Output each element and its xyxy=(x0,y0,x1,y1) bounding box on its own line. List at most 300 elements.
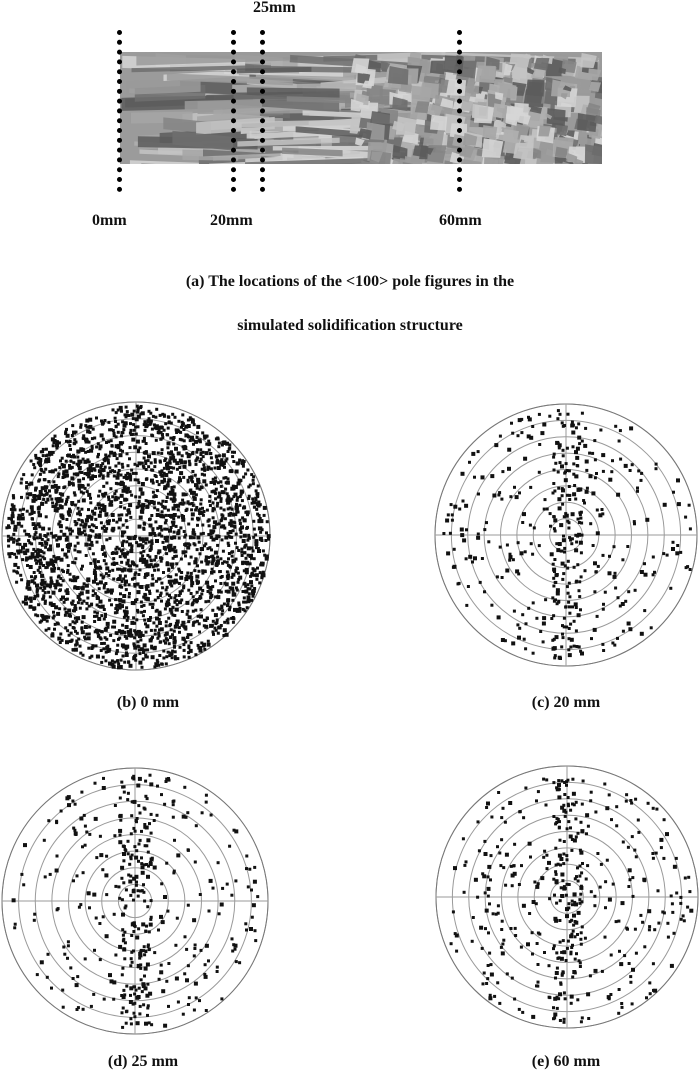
pole-point xyxy=(521,521,524,524)
pole-point xyxy=(479,581,482,584)
pole-point xyxy=(552,1006,555,1009)
pole-point xyxy=(497,791,500,794)
pole-point xyxy=(65,640,69,644)
pole-point xyxy=(169,456,172,459)
pole-point xyxy=(249,927,253,931)
pole-point xyxy=(131,544,134,547)
pole-point xyxy=(115,435,118,438)
pole-point xyxy=(548,996,551,999)
pole-point xyxy=(552,492,555,495)
pole-point xyxy=(133,845,136,848)
pole-point xyxy=(122,948,126,952)
pole-point xyxy=(33,556,36,559)
pole-point xyxy=(601,970,604,973)
pole-point xyxy=(128,592,131,595)
pole-point xyxy=(632,895,635,898)
pole-point xyxy=(258,581,261,584)
pole-point xyxy=(471,561,474,564)
pole-point xyxy=(548,415,551,418)
pole-point xyxy=(589,522,592,525)
pole-point xyxy=(177,1001,180,1004)
pole-point xyxy=(627,885,630,888)
pole-point xyxy=(481,947,484,950)
pole-point xyxy=(133,563,136,566)
pole-point xyxy=(263,554,266,557)
pole-point xyxy=(157,549,161,553)
pole-point xyxy=(137,640,140,643)
pole-point xyxy=(92,893,96,897)
pole-point xyxy=(40,960,44,964)
pole-point xyxy=(129,1000,133,1004)
pole-point xyxy=(231,455,234,458)
pole-point xyxy=(566,447,569,450)
pole-point xyxy=(122,845,125,848)
pole-point xyxy=(123,552,126,555)
pole-point xyxy=(513,998,516,1001)
pole-point xyxy=(517,636,521,640)
pole-point xyxy=(29,565,33,569)
pole-point xyxy=(190,508,193,511)
pole-point xyxy=(462,538,466,542)
pole-point xyxy=(561,488,565,492)
pole-point xyxy=(119,555,122,558)
pole-point xyxy=(170,596,173,599)
pole-point xyxy=(147,1004,150,1007)
pole-point xyxy=(121,624,124,627)
pole-point xyxy=(660,846,663,849)
pole-point xyxy=(130,429,133,432)
pole-point xyxy=(59,497,62,500)
pole-point xyxy=(117,462,120,465)
pole-point xyxy=(258,514,261,517)
pole-point xyxy=(217,481,220,484)
pole-point xyxy=(152,482,155,485)
pole-point xyxy=(142,891,145,894)
pole-point xyxy=(72,454,75,457)
pole-point xyxy=(572,445,575,448)
pole-point xyxy=(170,563,174,567)
pole-point xyxy=(33,571,36,574)
pole-point xyxy=(652,807,655,810)
pole-point xyxy=(451,513,454,516)
pole-point xyxy=(189,575,192,578)
pole-point xyxy=(20,482,23,485)
pole-point xyxy=(52,611,55,614)
pole-point xyxy=(575,426,578,429)
pole-point xyxy=(577,422,580,425)
pole-point xyxy=(235,558,238,561)
pole-point xyxy=(201,524,204,527)
pole-point xyxy=(114,885,117,888)
pole-point xyxy=(611,459,614,462)
pole-point xyxy=(556,967,559,970)
pole-point xyxy=(537,963,540,966)
pole-point xyxy=(673,865,677,869)
pole-point xyxy=(673,932,676,935)
pole-point xyxy=(88,891,91,894)
pole-point xyxy=(29,605,33,609)
pole-point xyxy=(129,664,133,668)
pole-point xyxy=(250,557,253,560)
pole-point xyxy=(524,787,527,790)
pole-point xyxy=(545,778,548,781)
pole-point xyxy=(107,475,110,478)
pole-point xyxy=(71,466,74,469)
pole-point xyxy=(246,469,249,472)
pole-point xyxy=(221,613,224,616)
pole-point xyxy=(73,577,76,580)
pole-point xyxy=(130,957,133,960)
pole-point xyxy=(573,645,576,648)
pole-point xyxy=(199,448,202,451)
pole-point xyxy=(564,997,567,1000)
pole-point xyxy=(156,508,159,511)
pole-point xyxy=(494,443,498,447)
pole-point xyxy=(62,464,66,468)
pole-point xyxy=(137,573,140,576)
pole-point xyxy=(567,940,570,943)
pole-point xyxy=(190,641,193,644)
pole-point xyxy=(127,616,130,619)
pole-point xyxy=(687,876,690,879)
pole-point xyxy=(33,919,36,922)
pole-point xyxy=(235,511,238,514)
pole-point xyxy=(665,832,669,836)
pole-point xyxy=(10,552,13,555)
pole-point xyxy=(143,440,146,443)
pole-point xyxy=(72,648,75,651)
pole-point xyxy=(145,624,149,628)
pole-point xyxy=(250,599,253,602)
pole-point xyxy=(42,498,45,501)
pole-point xyxy=(77,528,81,532)
pole-point xyxy=(51,485,55,489)
pole-point xyxy=(252,479,255,482)
pole-point xyxy=(238,459,241,462)
pole-point xyxy=(81,630,85,634)
pole-point xyxy=(127,464,130,467)
pole-point xyxy=(227,477,230,480)
pole-point xyxy=(202,455,205,458)
pole-point xyxy=(571,431,575,435)
marker-line-20mm xyxy=(231,30,236,192)
pole-point xyxy=(59,588,62,591)
pole-point xyxy=(563,1018,566,1021)
pole-point xyxy=(133,636,136,639)
pole-point xyxy=(572,930,575,933)
pole-point xyxy=(563,547,566,550)
pole-point xyxy=(254,939,257,942)
pole-point xyxy=(212,620,215,623)
pole-point xyxy=(70,460,73,463)
pole-point xyxy=(53,567,56,570)
pole-point xyxy=(111,626,114,629)
pole-point xyxy=(156,609,159,612)
pole-point xyxy=(130,951,133,954)
pole-point xyxy=(561,578,564,581)
pole-point xyxy=(20,873,23,876)
pole-point xyxy=(199,596,202,599)
pole-point xyxy=(78,487,81,490)
pole-point xyxy=(168,529,172,533)
pole-point xyxy=(159,970,163,974)
pole-point xyxy=(195,579,198,582)
pole-point xyxy=(94,507,97,510)
pole-point xyxy=(187,633,190,636)
pole-point xyxy=(527,434,531,438)
pole-point xyxy=(201,589,204,592)
pole-point xyxy=(149,782,153,786)
pole-point xyxy=(561,503,564,506)
pole-point xyxy=(63,601,66,604)
pole-point xyxy=(11,512,14,515)
pole-point xyxy=(590,791,593,794)
pole-point xyxy=(120,434,123,437)
pole-point xyxy=(564,564,567,567)
pole-point xyxy=(206,509,209,512)
pole-point xyxy=(115,652,118,655)
pole-point xyxy=(200,498,203,501)
pole-point xyxy=(147,454,151,458)
pole-point xyxy=(555,902,558,905)
pole-point xyxy=(568,653,572,657)
pole-point xyxy=(148,590,151,593)
pole-point xyxy=(122,428,125,431)
pole-point xyxy=(136,784,140,788)
pole-point xyxy=(94,562,97,565)
pole-point xyxy=(141,544,144,547)
pole-point xyxy=(523,638,526,641)
pole-point xyxy=(524,550,527,553)
pole-point xyxy=(130,469,133,472)
pole-point xyxy=(93,949,96,952)
pole-point xyxy=(78,480,81,483)
pole-point xyxy=(187,523,190,526)
pole-point xyxy=(105,934,109,938)
pole-point xyxy=(179,526,182,529)
pole-point xyxy=(496,845,499,848)
pole-point xyxy=(144,844,147,847)
pole-point xyxy=(182,643,185,646)
pole-point xyxy=(227,497,230,500)
pole-point xyxy=(128,457,131,460)
pole-point xyxy=(629,426,633,430)
pole-point xyxy=(151,606,154,609)
pole-point xyxy=(166,536,169,539)
pole-point xyxy=(196,591,199,594)
pole-point xyxy=(153,569,156,572)
pole-point xyxy=(158,654,161,657)
pole-point xyxy=(54,623,57,626)
pole-point xyxy=(593,895,596,898)
marker-line-25mm xyxy=(260,30,265,192)
pole-point xyxy=(71,800,74,803)
pole-point xyxy=(104,591,107,594)
pole-point xyxy=(177,508,180,511)
pole-point xyxy=(149,532,153,536)
pole-point xyxy=(220,997,223,1000)
pole-point xyxy=(243,583,246,586)
pole-point xyxy=(102,485,105,488)
pole-point xyxy=(116,457,119,460)
pole-point xyxy=(129,516,132,519)
pole-point xyxy=(602,649,605,652)
pole-point xyxy=(110,500,113,503)
pole-point xyxy=(110,439,113,442)
pole-point xyxy=(163,459,166,462)
pole-point xyxy=(57,583,60,586)
pole-point xyxy=(173,436,176,439)
pole-point xyxy=(136,464,139,467)
pole-point xyxy=(85,419,89,423)
pole-point xyxy=(36,555,39,558)
pole-point xyxy=(572,473,575,476)
pole-point xyxy=(587,825,590,828)
pole-point xyxy=(75,620,78,623)
pole-point xyxy=(139,557,143,561)
pole-point xyxy=(133,985,136,988)
pole-point xyxy=(126,526,129,529)
pole-point xyxy=(150,461,153,464)
pole-point xyxy=(107,459,110,462)
pole-point xyxy=(180,558,183,561)
pole-point xyxy=(486,977,489,980)
pole-point xyxy=(631,968,635,972)
pole-point xyxy=(133,924,136,927)
pole-point xyxy=(132,433,135,436)
pole-point xyxy=(125,422,128,425)
pole-point xyxy=(49,495,52,498)
pole-point xyxy=(485,806,488,809)
pole-point xyxy=(185,978,189,982)
pole-point xyxy=(113,475,116,478)
pole-point xyxy=(95,417,98,420)
pole-point xyxy=(203,544,206,547)
pole-point xyxy=(134,654,137,657)
pole-point xyxy=(54,435,57,438)
pole-point xyxy=(60,598,63,601)
pole-point xyxy=(36,590,39,593)
pole-point xyxy=(23,843,27,847)
pole-point xyxy=(125,645,129,649)
pole-point xyxy=(193,621,196,624)
pole-point xyxy=(542,640,545,643)
pole-point xyxy=(567,648,570,651)
pole-point xyxy=(125,985,128,988)
pole-point xyxy=(130,413,134,417)
pole-point xyxy=(652,857,655,860)
pole-point xyxy=(90,655,93,658)
pole-point xyxy=(16,543,19,546)
pole-point xyxy=(87,493,91,497)
pole-point xyxy=(80,508,83,511)
pole-point xyxy=(12,533,15,536)
pole-point xyxy=(506,972,509,975)
pole-point xyxy=(580,943,583,946)
pole-point xyxy=(199,552,202,555)
pole-point xyxy=(119,574,122,577)
pole-point xyxy=(79,652,82,655)
pole-point xyxy=(209,452,212,455)
pole-point xyxy=(111,513,115,517)
pole-point xyxy=(76,642,79,645)
pole-point xyxy=(114,804,117,807)
pole-point xyxy=(165,862,168,865)
pole-point xyxy=(138,777,142,781)
pole-point xyxy=(542,622,546,626)
pole-point xyxy=(127,569,130,572)
pole-point xyxy=(81,565,84,568)
pole-point xyxy=(170,628,173,631)
pole-point xyxy=(132,877,136,881)
pole-point xyxy=(544,598,547,601)
pole-point xyxy=(127,536,130,539)
pole-point xyxy=(212,887,215,890)
pole-point xyxy=(619,429,622,432)
pole-point xyxy=(476,536,480,540)
pole-point xyxy=(138,661,142,665)
pole-point xyxy=(137,481,140,484)
pole-point xyxy=(121,463,124,466)
pole-point xyxy=(218,522,221,525)
pole-point xyxy=(562,449,565,452)
pole-point xyxy=(568,485,571,488)
pole-point xyxy=(636,490,639,493)
pole-point xyxy=(577,911,581,915)
pole-point xyxy=(218,454,221,457)
pole-point xyxy=(563,991,566,994)
pole-point xyxy=(135,433,138,436)
pole-point xyxy=(242,476,245,479)
pole-point xyxy=(581,1016,584,1019)
pole-point xyxy=(189,535,193,539)
pole-point xyxy=(172,521,175,524)
pole-point xyxy=(247,885,250,888)
pole-point xyxy=(201,431,204,434)
pole-point xyxy=(197,482,200,485)
pole-point xyxy=(139,954,142,957)
pole-point xyxy=(125,625,129,629)
pole-point xyxy=(57,576,60,579)
pole-point xyxy=(122,524,125,527)
pole-point xyxy=(597,565,600,568)
pole-point xyxy=(98,447,101,450)
pole-point xyxy=(188,562,191,565)
pole-point xyxy=(17,538,20,541)
pole-point xyxy=(72,620,75,623)
pole-point xyxy=(108,570,111,573)
pole-point xyxy=(555,951,558,954)
pole-point xyxy=(576,998,579,1001)
pole-point xyxy=(129,422,132,425)
pole-point xyxy=(565,914,569,918)
pole-point xyxy=(450,942,453,945)
pole-point xyxy=(189,439,192,442)
pole-point xyxy=(568,595,571,598)
pole-point xyxy=(119,834,122,837)
pole-point xyxy=(126,798,129,801)
pole-point xyxy=(237,482,241,486)
pole-point xyxy=(12,570,15,573)
pole-point xyxy=(196,485,199,488)
pole-point xyxy=(574,602,578,606)
pole-point xyxy=(537,882,540,885)
pole-point xyxy=(12,541,15,544)
pole-point xyxy=(57,567,60,570)
pole-point xyxy=(226,501,230,505)
pole-point xyxy=(184,433,188,437)
pole-point xyxy=(139,812,142,815)
